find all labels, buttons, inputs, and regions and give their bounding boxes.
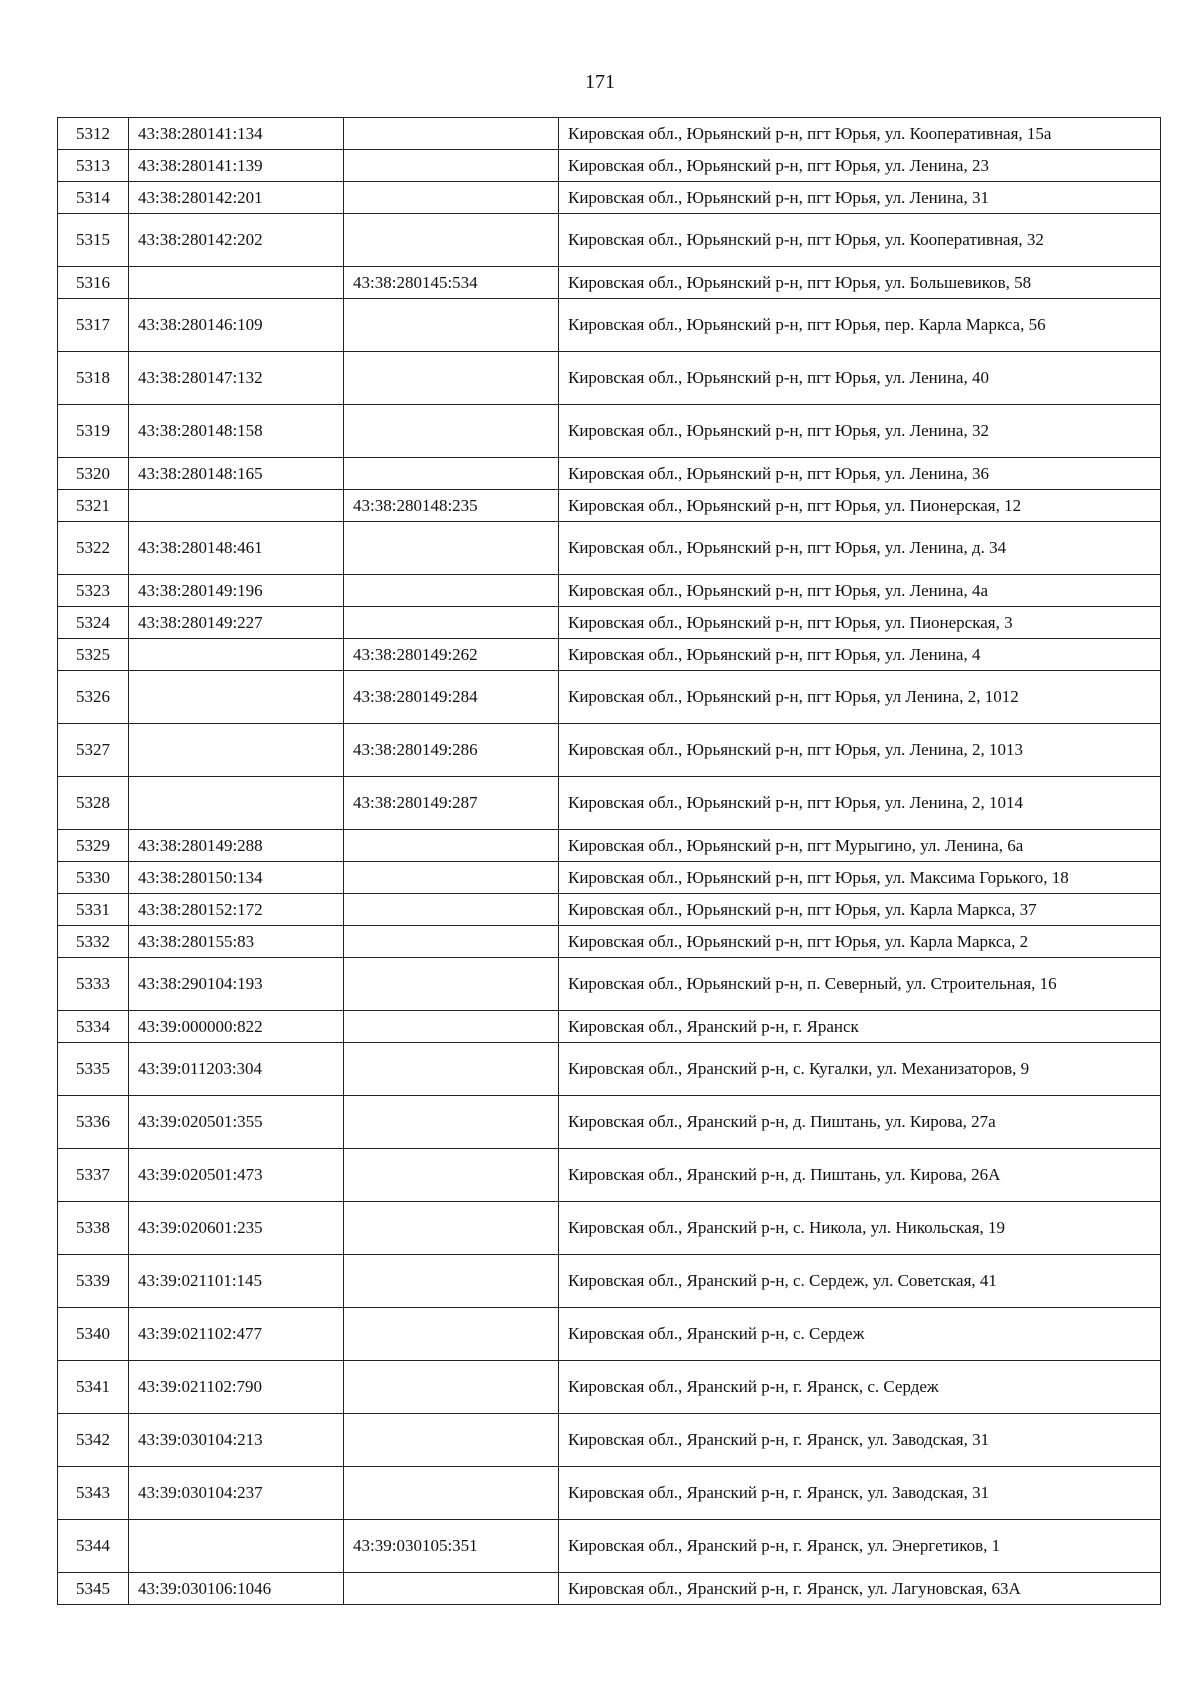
table-row — [58, 1043, 1161, 1096]
row-number-cell: 5327 — [58, 724, 129, 777]
cadastral-number-cell: 43:39:011203:304 — [129, 1043, 344, 1096]
secondary-cadastral-number-cell — [344, 1202, 559, 1255]
table-row — [58, 639, 1161, 671]
secondary-cadastral-number-cell — [344, 926, 559, 958]
row-number-cell: 5332 — [58, 926, 129, 958]
cadastral-number-cell: 43:38:280149:196 — [129, 575, 344, 607]
secondary-cadastral-number-cell: 43:38:280149:286 — [344, 724, 559, 777]
row-number-cell: 5322 — [58, 522, 129, 575]
address-cell: Кировская обл., Юрьянский р-н, пгт Юрья, ул. Карла Маркса, 37 — [559, 894, 1161, 926]
table-row — [58, 1414, 1161, 1467]
address-cell: Кировская обл., Юрьянский р-н, пгт Юрья, ул. Ленина, 2, 1014 — [559, 777, 1161, 830]
registry-table-body — [58, 118, 1161, 1605]
table-row — [58, 1467, 1161, 1520]
address-cell: Кировская обл., Яранский р-н, д. Пиштань, ул. Кирова, 27а — [559, 1096, 1161, 1149]
cadastral-number-cell — [129, 267, 344, 299]
row-number-cell: 5337 — [58, 1149, 129, 1202]
row-number-cell: 5334 — [58, 1011, 129, 1043]
address-cell: Кировская обл., Яранский р-н, г. Яранск, ул. Заводская, 31 — [559, 1414, 1161, 1467]
address-cell: Кировская обл., Яранский р-н, с. Кугалки, ул. Механизаторов, 9 — [559, 1043, 1161, 1096]
table-row — [58, 1096, 1161, 1149]
row-number-cell: 5317 — [58, 299, 129, 352]
address-cell: Кировская обл., Юрьянский р-н, пгт Мурыгино, ул. Ленина, 6а — [559, 830, 1161, 862]
secondary-cadastral-number-cell — [344, 1043, 559, 1096]
table-row — [58, 894, 1161, 926]
cadastral-number-cell — [129, 671, 344, 724]
cadastral-number-cell: 43:38:280148:461 — [129, 522, 344, 575]
table-row — [58, 1520, 1161, 1573]
row-number-cell: 5313 — [58, 150, 129, 182]
row-number-cell: 5343 — [58, 1467, 129, 1520]
address-cell: Кировская обл., Юрьянский р-н, пгт Юрья, ул. Кооперативная, 32 — [559, 214, 1161, 267]
secondary-cadastral-number-cell: 43:38:280149:287 — [344, 777, 559, 830]
address-cell: Кировская обл., Юрьянский р-н, пгт Юрья, ул. Ленина, 40 — [559, 352, 1161, 405]
secondary-cadastral-number-cell — [344, 352, 559, 405]
secondary-cadastral-number-cell: 43:38:280149:262 — [344, 639, 559, 671]
address-cell: Кировская обл., Юрьянский р-н, пгт Юрья, ул Ленина, 2, 1012 — [559, 671, 1161, 724]
address-cell: Кировская обл., Яранский р-н, д. Пиштань, ул. Кирова, 26А — [559, 1149, 1161, 1202]
address-cell: Кировская обл., Юрьянский р-н, пгт Юрья, ул. Большевиков, 58 — [559, 267, 1161, 299]
row-number-cell: 5324 — [58, 607, 129, 639]
secondary-cadastral-number-cell — [344, 862, 559, 894]
cadastral-number-cell — [129, 1520, 344, 1573]
address-cell: Кировская обл., Юрьянский р-н, пгт Юрья, ул. Ленина, 2, 1013 — [559, 724, 1161, 777]
secondary-cadastral-number-cell — [344, 1414, 559, 1467]
address-cell: Кировская обл., Юрьянский р-н, пгт Юрья, ул. Ленина, 4а — [559, 575, 1161, 607]
row-number-cell: 5335 — [58, 1043, 129, 1096]
table-row — [58, 1308, 1161, 1361]
cadastral-number-cell: 43:38:280142:202 — [129, 214, 344, 267]
cadastral-number-cell: 43:38:280146:109 — [129, 299, 344, 352]
row-number-cell: 5329 — [58, 830, 129, 862]
cadastral-number-cell: 43:39:020501:473 — [129, 1149, 344, 1202]
table-row — [58, 1011, 1161, 1043]
cadastral-number-cell: 43:39:021102:477 — [129, 1308, 344, 1361]
table-row — [58, 1255, 1161, 1308]
cadastral-number-cell: 43:39:020601:235 — [129, 1202, 344, 1255]
secondary-cadastral-number-cell — [344, 458, 559, 490]
table-row — [58, 958, 1161, 1011]
cadastral-number-cell: 43:38:280150:134 — [129, 862, 344, 894]
page-number: 171 — [585, 71, 615, 93]
secondary-cadastral-number-cell — [344, 1573, 559, 1605]
secondary-cadastral-number-cell — [344, 150, 559, 182]
row-number-cell: 5336 — [58, 1096, 129, 1149]
secondary-cadastral-number-cell — [344, 182, 559, 214]
address-cell: Кировская обл., Юрьянский р-н, пгт Юрья, ул. Ленина, 31 — [559, 182, 1161, 214]
table-row — [58, 724, 1161, 777]
secondary-cadastral-number-cell — [344, 958, 559, 1011]
secondary-cadastral-number-cell — [344, 1011, 559, 1043]
address-cell: Кировская обл., Яранский р-н, г. Яранск, ул. Лагуновская, 63А — [559, 1573, 1161, 1605]
table-row — [58, 862, 1161, 894]
address-cell: Кировская обл., Юрьянский р-н, пгт Юрья, пер. Карла Маркса, 56 — [559, 299, 1161, 352]
table-row — [58, 1573, 1161, 1605]
cadastral-number-cell: 43:38:290104:193 — [129, 958, 344, 1011]
cadastral-number-cell: 43:39:020501:355 — [129, 1096, 344, 1149]
secondary-cadastral-number-cell: 43:38:280148:235 — [344, 490, 559, 522]
secondary-cadastral-number-cell — [344, 405, 559, 458]
row-number-cell: 5323 — [58, 575, 129, 607]
cadastral-number-cell: 43:38:280149:288 — [129, 830, 344, 862]
row-number-cell: 5318 — [58, 352, 129, 405]
cadastral-number-cell — [129, 639, 344, 671]
cadastral-number-cell: 43:38:280147:132 — [129, 352, 344, 405]
row-number-cell: 5341 — [58, 1361, 129, 1414]
table-row — [58, 214, 1161, 267]
cadastral-number-cell: 43:38:280149:227 — [129, 607, 344, 639]
table-row — [58, 777, 1161, 830]
secondary-cadastral-number-cell — [344, 1361, 559, 1414]
table-row — [58, 299, 1161, 352]
cadastral-number-cell: 43:39:000000:822 — [129, 1011, 344, 1043]
secondary-cadastral-number-cell — [344, 299, 559, 352]
secondary-cadastral-number-cell — [344, 1255, 559, 1308]
row-number-cell: 5319 — [58, 405, 129, 458]
row-number-cell: 5331 — [58, 894, 129, 926]
secondary-cadastral-number-cell — [344, 1096, 559, 1149]
registry-table — [57, 117, 1161, 1605]
secondary-cadastral-number-cell: 43:38:280149:284 — [344, 671, 559, 724]
address-cell: Кировская обл., Юрьянский р-н, пгт Юрья, ул. Пионерская, 3 — [559, 607, 1161, 639]
row-number-cell: 5340 — [58, 1308, 129, 1361]
table-row — [58, 830, 1161, 862]
address-cell: Кировская обл., Юрьянский р-н, пгт Юрья, ул. Кооперативная, 15а — [559, 118, 1161, 150]
cadastral-number-cell: 43:39:030104:213 — [129, 1414, 344, 1467]
address-cell: Кировская обл., Юрьянский р-н, пгт Юрья, ул. Карла Маркса, 2 — [559, 926, 1161, 958]
address-cell: Кировская обл., Юрьянский р-н, пгт Юрья, ул. Максима Горького, 18 — [559, 862, 1161, 894]
table-row — [58, 458, 1161, 490]
row-number-cell: 5339 — [58, 1255, 129, 1308]
secondary-cadastral-number-cell — [344, 1308, 559, 1361]
secondary-cadastral-number-cell — [344, 118, 559, 150]
secondary-cadastral-number-cell — [344, 214, 559, 267]
address-cell: Кировская обл., Юрьянский р-н, п. Северный, ул. Строительная, 16 — [559, 958, 1161, 1011]
address-cell: Кировская обл., Яранский р-н, г. Яранск, ул. Энергетиков, 1 — [559, 1520, 1161, 1573]
row-number-cell: 5314 — [58, 182, 129, 214]
address-cell: Кировская обл., Юрьянский р-н, пгт Юрья, ул. Ленина, 32 — [559, 405, 1161, 458]
secondary-cadastral-number-cell — [344, 1467, 559, 1520]
cadastral-number-cell: 43:38:280142:201 — [129, 182, 344, 214]
secondary-cadastral-number-cell — [344, 894, 559, 926]
address-cell: Кировская обл., Яранский р-н, г. Яранск, с. Сердеж — [559, 1361, 1161, 1414]
address-cell: Кировская обл., Яранский р-н, с. Сердеж — [559, 1308, 1161, 1361]
cadastral-number-cell — [129, 724, 344, 777]
table-row — [58, 267, 1161, 299]
secondary-cadastral-number-cell — [344, 830, 559, 862]
table-row — [58, 575, 1161, 607]
address-cell: Кировская обл., Яранский р-н, с. Сердеж, ул. Советская, 41 — [559, 1255, 1161, 1308]
table-row — [58, 490, 1161, 522]
cadastral-number-cell: 43:38:280148:165 — [129, 458, 344, 490]
row-number-cell: 5345 — [58, 1573, 129, 1605]
address-cell: Кировская обл., Юрьянский р-н, пгт Юрья, ул. Ленина, 4 — [559, 639, 1161, 671]
row-number-cell: 5321 — [58, 490, 129, 522]
row-number-cell: 5325 — [58, 639, 129, 671]
row-number-cell: 5316 — [58, 267, 129, 299]
cadastral-number-cell: 43:38:280141:134 — [129, 118, 344, 150]
cadastral-number-cell: 43:38:280155:83 — [129, 926, 344, 958]
table-row — [58, 352, 1161, 405]
secondary-cadastral-number-cell — [344, 522, 559, 575]
address-cell: Кировская обл., Яранский р-н, с. Никола, ул. Никольская, 19 — [559, 1202, 1161, 1255]
address-cell: Кировская обл., Юрьянский р-н, пгт Юрья, ул. Ленина, 36 — [559, 458, 1161, 490]
row-number-cell: 5338 — [58, 1202, 129, 1255]
cadastral-number-cell: 43:39:021102:790 — [129, 1361, 344, 1414]
secondary-cadastral-number-cell: 43:39:030105:351 — [344, 1520, 559, 1573]
row-number-cell: 5333 — [58, 958, 129, 1011]
cadastral-number-cell: 43:39:021101:145 — [129, 1255, 344, 1308]
table-row — [58, 1202, 1161, 1255]
row-number-cell: 5342 — [58, 1414, 129, 1467]
address-cell: Кировская обл., Юрьянский р-н, пгт Юрья, ул. Ленина, д. 34 — [559, 522, 1161, 575]
row-number-cell: 5312 — [58, 118, 129, 150]
table-row — [58, 1361, 1161, 1414]
cadastral-number-cell: 43:38:280152:172 — [129, 894, 344, 926]
address-cell: Кировская обл., Яранский р-н, г. Яранск — [559, 1011, 1161, 1043]
row-number-cell: 5328 — [58, 777, 129, 830]
row-number-cell: 5330 — [58, 862, 129, 894]
row-number-cell: 5320 — [58, 458, 129, 490]
table-row — [58, 150, 1161, 182]
table-row — [58, 607, 1161, 639]
address-cell: Кировская обл., Юрьянский р-н, пгт Юрья, ул. Ленина, 23 — [559, 150, 1161, 182]
secondary-cadastral-number-cell — [344, 575, 559, 607]
secondary-cadastral-number-cell — [344, 607, 559, 639]
address-cell: Кировская обл., Юрьянский р-н, пгт Юрья, ул. Пионерская, 12 — [559, 490, 1161, 522]
secondary-cadastral-number-cell — [344, 1149, 559, 1202]
table-row — [58, 522, 1161, 575]
cadastral-number-cell — [129, 777, 344, 830]
secondary-cadastral-number-cell: 43:38:280145:534 — [344, 267, 559, 299]
row-number-cell: 5315 — [58, 214, 129, 267]
table-row — [58, 926, 1161, 958]
cadastral-number-cell — [129, 490, 344, 522]
cadastral-number-cell: 43:39:030104:237 — [129, 1467, 344, 1520]
address-cell: Кировская обл., Яранский р-н, г. Яранск, ул. Заводская, 31 — [559, 1467, 1161, 1520]
table-row — [58, 182, 1161, 214]
table-row — [58, 405, 1161, 458]
table-row — [58, 1149, 1161, 1202]
row-number-cell: 5344 — [58, 1520, 129, 1573]
cadastral-number-cell: 43:39:030106:1046 — [129, 1573, 344, 1605]
table-row — [58, 118, 1161, 150]
row-number-cell: 5326 — [58, 671, 129, 724]
cadastral-number-cell: 43:38:280141:139 — [129, 150, 344, 182]
cadastral-number-cell: 43:38:280148:158 — [129, 405, 344, 458]
table-row — [58, 671, 1161, 724]
